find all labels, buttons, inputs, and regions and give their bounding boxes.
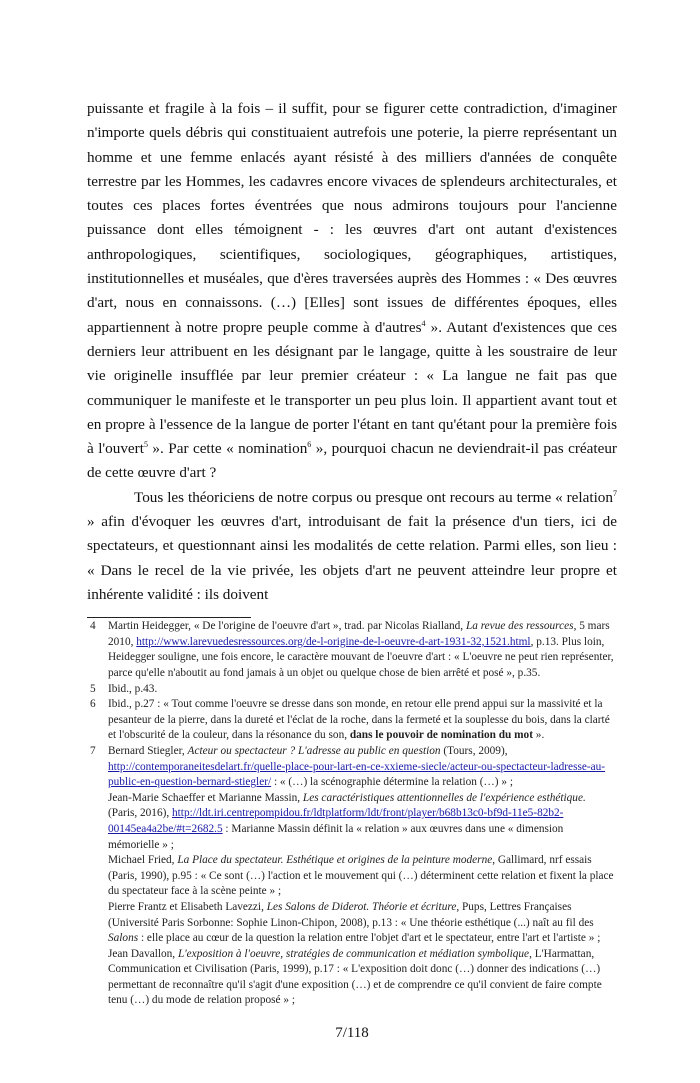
footnote-6	[87, 697, 617, 744]
reference	[108, 853, 617, 900]
footnote-number: 7	[90, 744, 96, 757]
text: : Marianne Massin définit la « relation » aux œuvres dans une « dimension mémorielle » ;	[108, 822, 564, 851]
paragraph	[87, 486, 617, 607]
text: ». Par cette « nomination	[147, 440, 308, 458]
title: Les Salons de Diderot. Théorie et écriture	[266, 900, 457, 913]
footnote-ref[interactable]: 4	[421, 318, 426, 328]
text: puissante et fragile à la fois – il suffit, pour se figurer cette contradiction, d'imaginer n'importe quels débris qui constituaient autrefois une poterie, la pierre représentant un homme et une femme enlacés ayant résisté à des milliers d'années de conquête terrestre par les Hommes, les cadavres encore vivaces de splendeurs architecturales, et toutes ces places fortes éventrées que nous admirons toujours pour l'ancienne puissance dont elles témoignent - : les œuvres d'art ont autant d'existences anthropologiques, scientifiques, sociologiques, géographiques, artistiques, institutionnelles et muséales, que d'ères traversées auprès des Hommes : « Des œuvres d'art, nous en connaissons. (…) [Elles] sont issues de différentes époques, elles appartiennent à notre propre peuple comme à d'autres	[87, 100, 617, 336]
title: L'exposition à l'oeuvre, stratégies de communication et médiation symbolique	[177, 947, 530, 960]
footnote-ref[interactable]: 6	[307, 440, 312, 450]
title: La Place du spectateur. Esthétique et origines de la peinture moderne	[177, 854, 493, 867]
text: (Tours, 2009),	[440, 744, 508, 757]
text: », pourquoi chacun ne deviendrait-il pas créateur de cette œuvre d'art ?	[87, 440, 617, 482]
reference	[108, 791, 617, 853]
text: Jean-Marie Schaeffer et Marianne Massin,	[108, 791, 303, 804]
text: Bernard Stiegler,	[108, 744, 188, 757]
paragraph	[87, 97, 617, 486]
footnote-ref[interactable]: 7	[613, 488, 617, 498]
text: , p.13. Plus loin, Heidegger souligne, une fois encore, le caractère mouvant de l'oeuvre d'art : « L'oeuvre ne peut rien représenter, parce qu'elle n'aboutit au fond jamais à un objet ou quelque chose de bien arrêté et posé », p.35.	[108, 635, 614, 680]
text: : elle place au cœur de la question la relation entre l'objet d'art et le spectateur, entre l'art et l'artiste » ;	[138, 932, 601, 945]
footnote-5	[87, 682, 617, 698]
title: La revue des ressources	[465, 620, 574, 633]
text: » afin d'évoquer les œuvres d'art, introduisant de fait la présence d'un tiers, ici de spectateurs, et questionnant ainsi les modalités de cette relation. Parmi elles, son lieu : « Dans le recel de la vie privée, les objets d'art ne peuvent atteindre leur propre et inhérente validité : ils doivent	[87, 513, 617, 603]
footnotes	[87, 619, 617, 1009]
footnote-4	[87, 619, 617, 681]
text: , L'Harmattan, Communication et Civilisation (Paris, 1999), p.17 : « L'exposition doit donc (…) donner des indications (…) permettant de reconnaître qu'il s'agit d'une exposition (…) et de comprendre ce qu'il convient de faire compte tenu (…) du mode de relation proposé » ;	[108, 947, 602, 1007]
text: , Pups, Lettres Françaises (Université Paris Sorbonne: Sophie Linon-Chipon, 2008), p.13 : « Une théorie esthétique (...) naît au fil des	[108, 900, 594, 929]
text: , 5 mars 2010,	[108, 620, 610, 648]
text: : « (…) la scénographie détermine la relation (…) » ;	[271, 776, 513, 789]
text: Tous les théoriciens de notre corpus ou presque ont recours au terme « relation	[134, 488, 613, 506]
link[interactable]: http://ldt.iri.centrepompidou.fr/ldtplatform/ldt/front/player/b68b13c0-bf9d-11e5-82b2-00145ea4a2be/#t=2682.5	[108, 807, 564, 835]
text: Ibid., p.27 : « Tout comme l'oeuvre se dresse dans son monde, en retour elle prend appui sur la massivité et la pesanteur de la pierre, dans la dureté et l'éclat de la roche, dans la fermeté et la souplesse du bois, dans la clarté et l'obscurité de la couleur, dans la résonance du son,	[108, 698, 610, 742]
bold-text: dans le pouvoir de nomination du mot	[349, 729, 533, 742]
reference	[108, 947, 617, 1009]
footnote-number: 6	[90, 698, 96, 711]
footnote-ref[interactable]: 5	[143, 440, 148, 450]
reference	[108, 744, 617, 791]
link[interactable]: http://www.larevuedesressources.org/de-l-origine-de-l-oeuvre-d-art-1931-32,1521.html	[136, 635, 531, 648]
title: Les caractéristiques attentionnelles de l'expérience esthétique.	[302, 791, 586, 804]
footnote-7	[87, 744, 617, 1009]
title: Acteur ou spectacteur ? L'adresse au public en question	[187, 744, 441, 757]
text: Michael Fried,	[108, 854, 178, 867]
link[interactable]: http://contemporaneitesdelart.fr/quelle-place-pour-lart-en-ce-xxieme-siecle/acteur-ou-spectacteur-ladresse-au-public-en-question-bernard-stiegler/	[108, 760, 606, 789]
text: ».	[532, 729, 545, 742]
text: (Paris, 2016),	[108, 807, 173, 820]
text: , Gallimard, nrf essais (Paris, 1990), p.95 : « Ce sont (…) l'action et le mouvement qui (…) déterminent cette relation et fixent la place du spectateur face à la scène peinte » ;	[108, 854, 614, 898]
reference	[108, 900, 617, 947]
text: ». Autant d'existences que ces derniers leur attribuent en les désignant par le langage, quitte à les soustraire de leur vie originelle insufflée par leur premier créateur : « La langue ne fait pas que communiquer le manifeste et le transporter un peu plus loin. Il appartient avant tout et en propre à l'essence de la langue de porter l'étant en tant qu'étant pour la première fois à l'ouvert	[87, 318, 617, 458]
footnote-separator	[87, 617, 251, 618]
text: Jean Davallon,	[108, 947, 178, 960]
title: Salons	[108, 932, 139, 945]
footnote-number: 5	[90, 682, 96, 695]
body-text	[87, 97, 617, 607]
text: Pierre Frantz et Elisabeth Lavezzi,	[108, 900, 267, 913]
footnote-number: 4	[90, 620, 96, 633]
page-number: 7/118	[335, 1025, 369, 1042]
text: Ibid., p.43.	[108, 682, 158, 695]
text: Martin Heidegger, « De l'origine de l'oeuvre d'art », trad. par Nicolas Rialland,	[108, 620, 466, 633]
